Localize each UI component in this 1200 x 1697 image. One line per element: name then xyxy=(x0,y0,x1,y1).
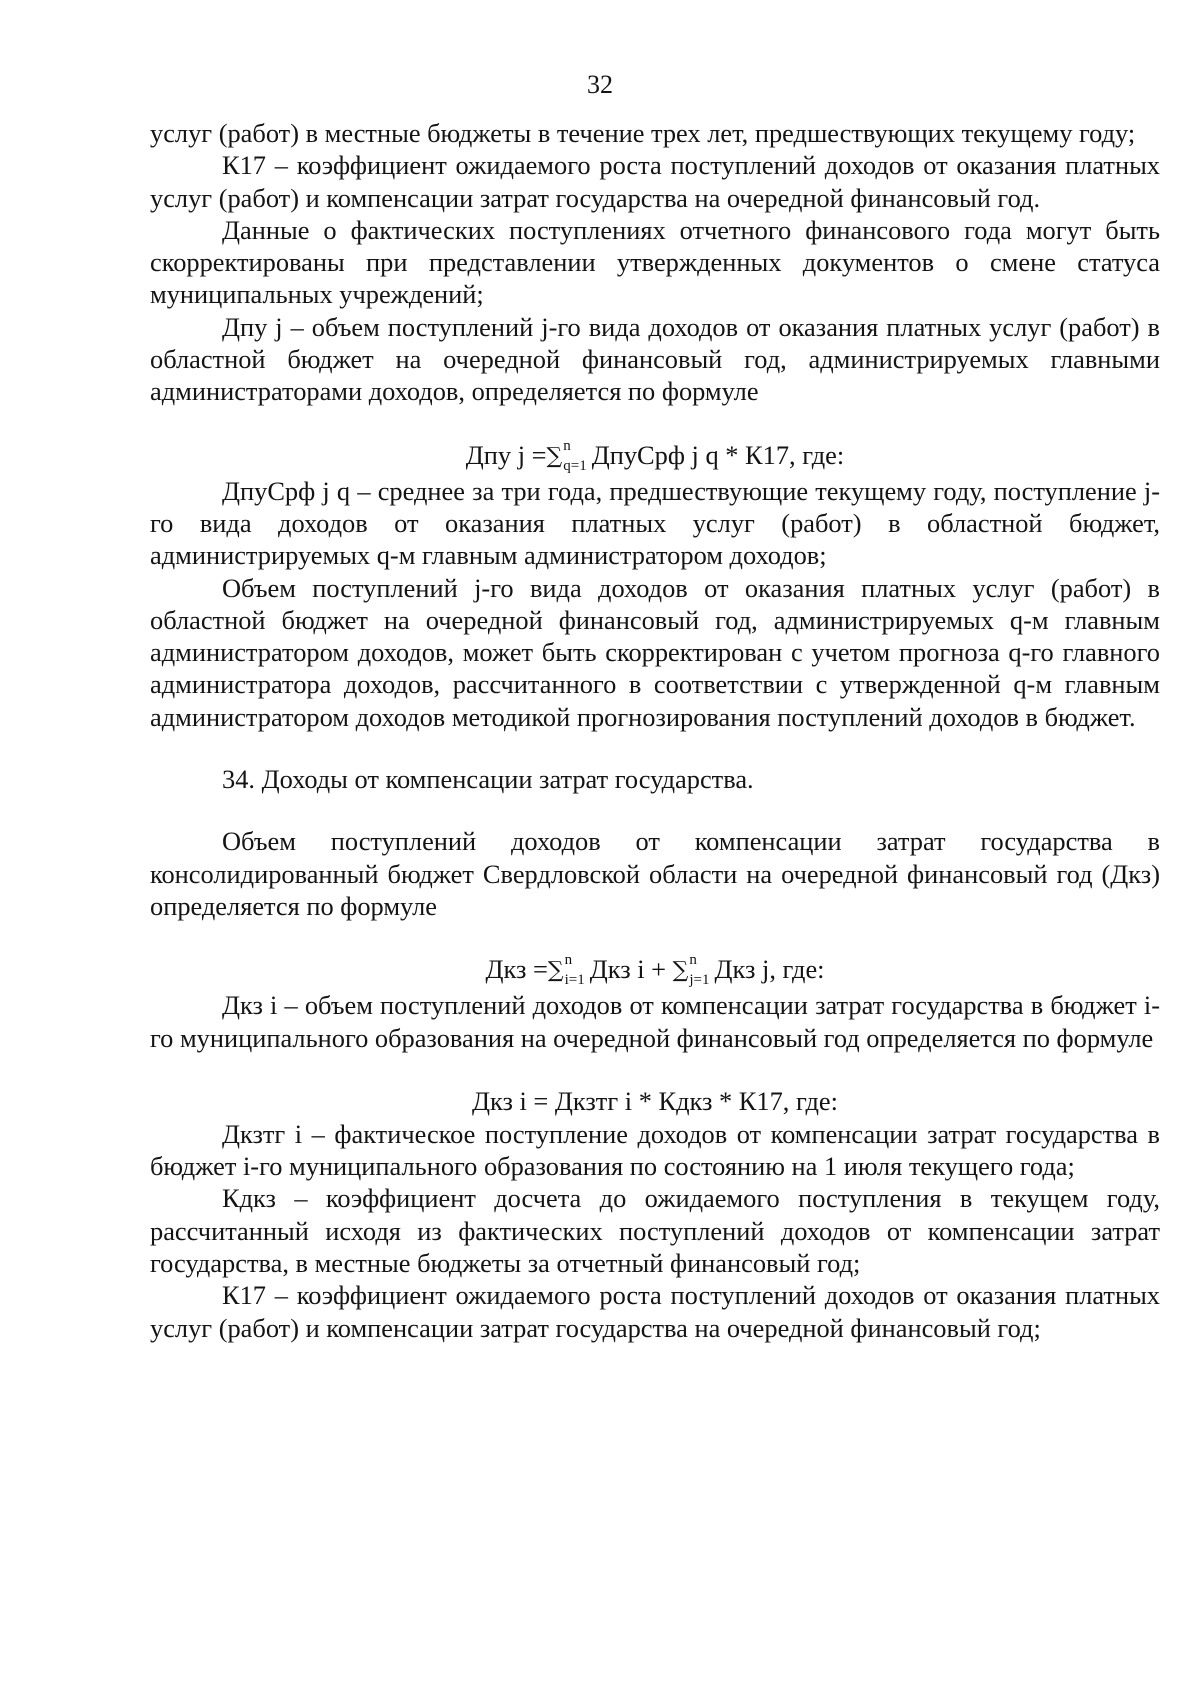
sum-lower: i=1 xyxy=(564,972,585,989)
formula-dkz xyxy=(150,952,1160,989)
paragraph-actual-receipts-note: Данные о фактических поступлениях отчетного финансового года могут быть скорректированы при представлении утвержденных документов о смене статуса муниципальных учреждений; xyxy=(150,214,1160,310)
sum-sign: ∑ xyxy=(546,443,563,469)
paragraph-continuation: услуг (работ) в местные бюджеты в течение трех лет, предшествующих текущему году; xyxy=(150,118,1136,148)
paragraph-k17-definition-2: К17 – коэффициент ожидаемого роста поступлений доходов от оказания платных услуг (работ) и компенсации затрат государства на очередной финансовый год; xyxy=(150,1280,1160,1343)
paragraph-kdkz-definition: Кдкз – коэффициент досчета до ожидаемого поступления в текущем году, рассчитанный исходя из фактических поступлений доходов от компенсации затрат государства, в местные бюджеты за отчетный финансовый год; xyxy=(150,1183,1160,1279)
page-number: 32 xyxy=(587,70,613,99)
paragraph-dkz-intro: Объем поступлений доходов от компенсации затрат государства в консолидированный бюджет Свердловской области на очередной финансовый год (Дкз) определяется по формуле xyxy=(150,826,1160,921)
formula-dkz-term1: Дкз i + xyxy=(589,954,673,985)
sum-limits xyxy=(564,952,585,989)
spacer xyxy=(150,922,1160,952)
document-body xyxy=(150,117,1160,1344)
sum-upper: n xyxy=(689,952,697,969)
sum-limits xyxy=(563,437,587,474)
sum-limits xyxy=(689,952,710,989)
formula-dkz-term2: Дкз j, где: xyxy=(714,954,825,985)
spacer xyxy=(150,408,1160,438)
section-heading-34: 34. Доходы от компенсации затрат государства. xyxy=(222,764,754,795)
spacer xyxy=(150,795,1160,825)
formula-dkz-lhs: Дкз = xyxy=(485,954,548,985)
sum-lower: j=1 xyxy=(689,972,710,989)
spacer xyxy=(150,733,1160,763)
paragraph-volume-adjustment: Объем поступлений j-го вида доходов от оказания платных услуг (работ) в областной бюджет на очередной финансовый год, администрируемых q-м главным администратором доходов, может быть скорректирован с учетом прогноза q-го главного администратора доходов, рассчитанного в соответствии с утвержденной q-м главным администратором доходов методикой прогнозирования поступлений доходов в бюджет. xyxy=(150,572,1160,732)
spacer xyxy=(150,1054,1160,1084)
paragraph-dpu-definition: Дпу j – объем поступлений j-го вида доходов от оказания платных услуг (работ) в областной бюджет на очередной финансовый год, администрируемых главными администраторами доходов, определяется по формуле xyxy=(150,311,1160,407)
formula-dpu xyxy=(150,438,1160,475)
sum-lower: q=1 xyxy=(563,457,587,474)
paragraph-dpusrf-definition: ДпуСрф j q – среднее за три года, предшествующие текущему году, поступление j-го вида доходов от оказания платных услуг (работ) в областной бюджет, администрируемых q-м главным администратором доходов; xyxy=(150,475,1160,571)
sum-upper: n xyxy=(564,952,573,969)
formula-dpu-rhs: ДпуСрф j q * К17, где: xyxy=(591,439,845,470)
formula-dpu-lhs: Дпу j = xyxy=(465,439,547,470)
sum-upper: n xyxy=(563,437,571,454)
paragraph-dkz-i-definition: Дкз i – объем поступлений доходов от компенсации затрат государства в бюджет i-го муниципального образования на очередной финансовый год определяется по формуле xyxy=(150,990,1160,1053)
paragraph-k17-definition: К17 – коэффициент ожидаемого роста поступлений доходов от оказания платных услуг (работ) и компенсации затрат государства на очередной финансовый год. xyxy=(150,150,1160,213)
sum-sign: ∑ xyxy=(672,958,689,984)
formula-dkz-i: Дкз i = Дкзтг i * Кдкз * К17, где: xyxy=(472,1085,838,1116)
paragraph-dkztg-definition: Дкзтг i – фактическое поступление доходов от компенсации затрат государства в бюджет i-го муниципального образования по состоянию на 1 июля текущего года; xyxy=(150,1118,1160,1182)
sum-sign: ∑ xyxy=(547,958,564,984)
